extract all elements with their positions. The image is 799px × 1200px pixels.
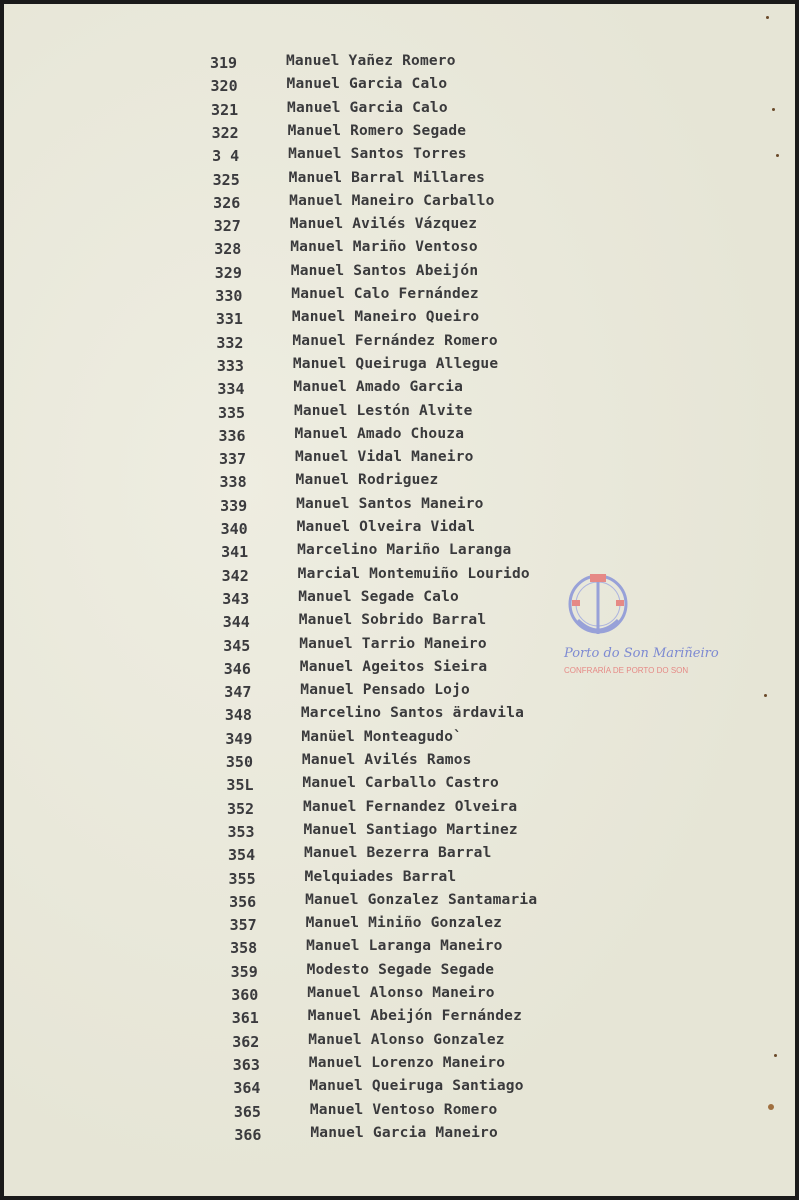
entry-name: Manuel Amado Garcia — [293, 379, 464, 396]
entry-number: 3 4 — [212, 147, 240, 166]
entry-number: 344 — [222, 613, 250, 632]
entry-name: Manuel Garcia Calo — [286, 76, 448, 93]
entry-number: 342 — [221, 566, 249, 585]
entry-number: 326 — [213, 193, 241, 212]
entry-number: 343 — [222, 589, 250, 608]
paper-speck — [776, 154, 779, 157]
entry-number: 336 — [218, 426, 246, 445]
entry-number: 359 — [230, 962, 258, 981]
document-page — [4, 4, 795, 1196]
entry-name: Manuel Laranga Maneiro — [306, 938, 503, 955]
entry-number: 349 — [225, 729, 253, 748]
entry-name: Manuel Carballo Castro — [302, 775, 499, 792]
entry-name: Manuel Fernández Romero — [292, 332, 498, 349]
entry-number: 331 — [215, 310, 243, 329]
entry-number: 327 — [213, 217, 241, 236]
entry-name: Manuel Yañez Romero — [286, 53, 456, 69]
entry-name: Manuel Ventoso Romero — [309, 1101, 498, 1118]
entry-name: Manuel Avilés Ramos — [301, 752, 472, 768]
entry-number: 328 — [214, 240, 242, 259]
entry-name: Manuel Santos Torres — [288, 146, 467, 163]
paper-speck — [772, 108, 775, 111]
entry-name: Manuel Rodriguez — [295, 472, 439, 489]
entry-name: Manuel Santos Maneiro — [296, 495, 484, 512]
entry-number: 339 — [220, 496, 248, 515]
watermark-title: Porto do Son Mariñeiro — [564, 646, 719, 661]
entry-name: Manuel Queiruga Santiago — [309, 1078, 524, 1095]
entry-number: 335 — [217, 403, 246, 422]
entry-number: 354 — [228, 846, 256, 865]
entry-name: Manuel Amado Chouza — [294, 425, 465, 442]
entry-number: 363 — [232, 1055, 260, 1074]
entry-name: Manuel Maneiro Carballo — [289, 192, 495, 209]
watermark-stamp — [564, 564, 764, 684]
entry-number: 366 — [234, 1125, 262, 1144]
entry-number: 341 — [221, 543, 249, 562]
entry-name: Manuel Garcia Calo — [287, 99, 448, 116]
entry-number: 357 — [229, 916, 257, 935]
entry-number: 358 — [230, 939, 258, 958]
entry-name: Manuel Ageitos Sieira — [299, 658, 488, 675]
entry-name: Manuel Miniño Gonzalez — [305, 915, 503, 932]
entry-name: Manuel Tarrio Maneiro — [299, 635, 487, 652]
entry-number: 334 — [217, 380, 245, 399]
entry-name: Manuel Avilés Vázquez — [289, 216, 478, 233]
entry-name: Manuel Santos Abeijón — [290, 262, 479, 279]
watermark-subtitle: CONFRARÍA DE PORTO DO SON — [564, 666, 689, 675]
entry-name: Manuel Abeijón Fernández — [307, 1008, 523, 1025]
paper-speck — [764, 694, 767, 697]
entry-number: 330 — [215, 287, 243, 305]
entry-number: 352 — [226, 799, 255, 818]
paper-speck — [766, 16, 769, 19]
entry-number: 337 — [219, 450, 247, 469]
paper-speck — [774, 1054, 777, 1057]
entry-number: 347 — [224, 683, 252, 702]
entry-name: Marcelino Santos ärdavila — [300, 705, 525, 722]
entry-name: Manuel Romero Segade — [287, 122, 467, 139]
entry-name: Manuel Pensado Lojo — [300, 682, 470, 699]
entry-number: 346 — [223, 659, 251, 678]
entry-name: Manuel Garcia Maneiro — [310, 1124, 498, 1141]
entry-name: Manuel Gonzalez Santamaria — [305, 891, 538, 908]
entry-number: 338 — [219, 473, 247, 492]
entry-number: 329 — [214, 263, 242, 282]
entry-number: 35L — [226, 776, 254, 795]
entry-name: Manuel Bezerra Barral — [304, 845, 492, 862]
entry-name: Manuel Lorenzo Maneiro — [308, 1054, 506, 1071]
entry-number: 362 — [232, 1032, 260, 1051]
entry-name: Manuel Fernandez Olveira — [302, 798, 518, 815]
entry-name: Manuel Sobrido Barral — [298, 612, 487, 629]
entry-number: 350 — [225, 753, 253, 771]
entry-number: 333 — [216, 356, 244, 375]
entry-name: Manuel Maneiro Queiro — [291, 309, 480, 326]
entry-number: 332 — [216, 333, 244, 352]
entry-number: 353 — [227, 822, 255, 841]
entry-number: 345 — [223, 636, 251, 655]
entry-number: 320 — [210, 77, 238, 96]
entry-name: Manuel Calo Fernández — [291, 286, 479, 302]
entry-name: Marcial Montemuiño Lourido — [297, 565, 530, 582]
anchor-logo-icon — [564, 564, 634, 644]
entry-number: 321 — [211, 100, 239, 119]
entry-name: Manuel Vidal Maneiro — [295, 449, 474, 466]
entry-name: Manuel Lestón Alvite — [293, 402, 473, 419]
entry-number: 360 — [231, 986, 259, 1004]
entry-name: Manuel Segade Calo — [298, 588, 459, 605]
entry-number: 365 — [233, 1102, 261, 1121]
entry-number: 325 — [212, 170, 240, 189]
entry-number: 356 — [229, 892, 257, 911]
entry-name: Manuel Mariño Ventoso — [290, 239, 478, 256]
entry-name: Manuel Alonso Gonzalez — [308, 1031, 505, 1048]
entry-number: 364 — [233, 1079, 261, 1098]
entry-number: 361 — [231, 1009, 259, 1028]
entry-name: Manuel Olveira Vidal — [296, 519, 476, 535]
entry-name: Marcelino Mariño Laranga — [297, 542, 512, 559]
entry-name: Manuel Queiruga Allegue — [292, 355, 499, 372]
entry-name: Manuel Santiago Martinez — [303, 821, 518, 838]
entry-name: Manuel Alonso Maneiro — [307, 985, 495, 1001]
paper-stain — [768, 1104, 774, 1110]
entry-name: Manüel Monteagudo` — [301, 728, 463, 745]
entry-number: 319 — [210, 54, 238, 72]
entry-name: Manuel Barral Millares — [288, 169, 486, 186]
entry-name: Melquiades Barral — [304, 868, 457, 885]
entry-number: 322 — [211, 123, 239, 142]
entry-number: 340 — [220, 520, 248, 538]
entry-name: Modesto Segade Segade — [306, 961, 495, 978]
entry-number: 355 — [228, 869, 256, 888]
entry-number: 348 — [224, 706, 252, 725]
